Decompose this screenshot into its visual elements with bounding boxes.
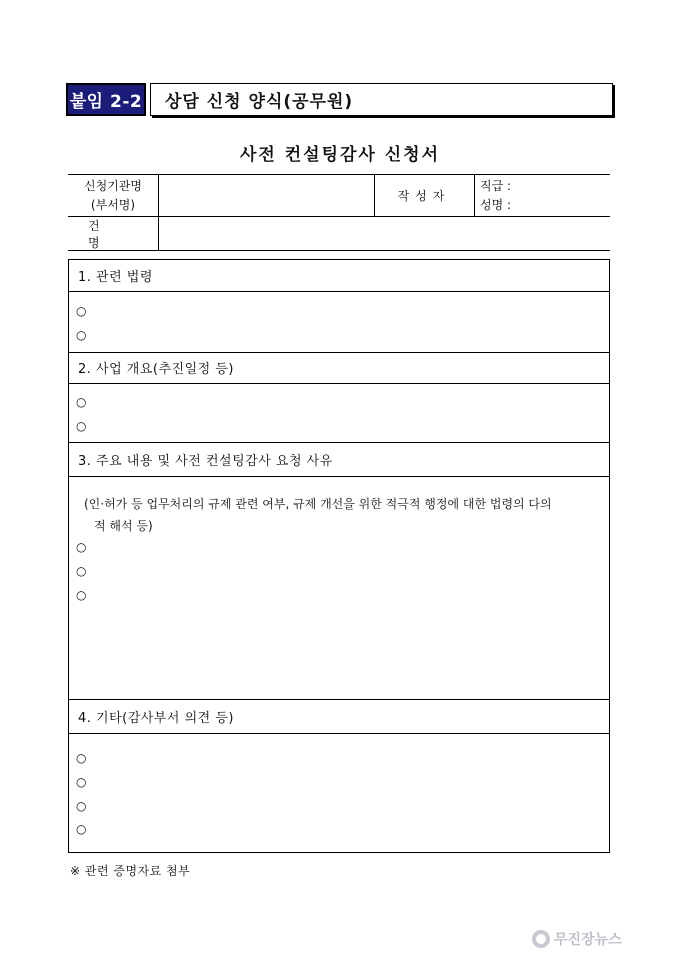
section-2-bullet: ○	[76, 419, 87, 433]
organization-label	[68, 175, 158, 216]
form-heading: 상담 신청 양식(공무원)	[150, 83, 613, 116]
info-row-organization	[68, 175, 610, 217]
section-4-bullet: ○	[76, 799, 87, 813]
attachment-badge: 붙임 2-2	[66, 83, 146, 116]
applicant-info-table	[68, 174, 610, 251]
section-1-header: 1. 관련 법령	[69, 260, 609, 292]
guidance-line: 적 해석 등)	[94, 519, 153, 533]
organization-field[interactable]	[159, 175, 374, 216]
section-3-guidance	[84, 493, 604, 537]
section-2-header: 2. 사업 개요(추진일정 등)	[69, 352, 609, 384]
section-3-bullet: ○	[76, 540, 87, 554]
guidance-line: (인·허가 등 업무처리의 규제 관련 여부, 규제 개선을 위한 적극적 행정에 대한 법령의 다의	[84, 497, 552, 511]
section-4-bullet: ○	[76, 751, 87, 765]
section-4-bullet: ○	[76, 775, 87, 789]
section-3-header: 3. 주요 내용 및 사전 컨설팅감사 요청 사유	[69, 442, 609, 477]
document-title: 사전 컨설팅감사 신청서	[239, 145, 441, 165]
author-label: 작성자	[397, 189, 451, 203]
watermark-logo-icon	[532, 930, 550, 948]
name-label: 성명 :	[480, 197, 512, 212]
section-2-bullet: ○	[76, 395, 87, 409]
section-1-bullet: ○	[76, 304, 87, 318]
divider	[474, 175, 475, 216]
section-3-bullet: ○	[76, 588, 87, 602]
attachment-note: ※ 관련 증명자료 첨부	[70, 864, 191, 878]
section-1-bullet: ○	[76, 328, 87, 342]
watermark-text: 무진장뉴스	[554, 932, 622, 948]
info-row-subject	[68, 217, 610, 251]
section-4-header: 4. 기타(감사부서 의견 등)	[69, 699, 609, 734]
section-3-bullet: ○	[76, 564, 87, 578]
request-sections-table	[68, 259, 610, 853]
organization-label-line1: 신청기관명	[84, 178, 142, 193]
section-4-bullet: ○	[76, 822, 87, 836]
subject-label: 건명	[88, 219, 130, 250]
organization-label-line2: (부서명)	[90, 197, 136, 212]
rank-label: 직급 :	[480, 178, 512, 193]
author-field[interactable]	[480, 175, 610, 216]
subject-field[interactable]	[159, 217, 610, 251]
watermark	[532, 924, 672, 954]
